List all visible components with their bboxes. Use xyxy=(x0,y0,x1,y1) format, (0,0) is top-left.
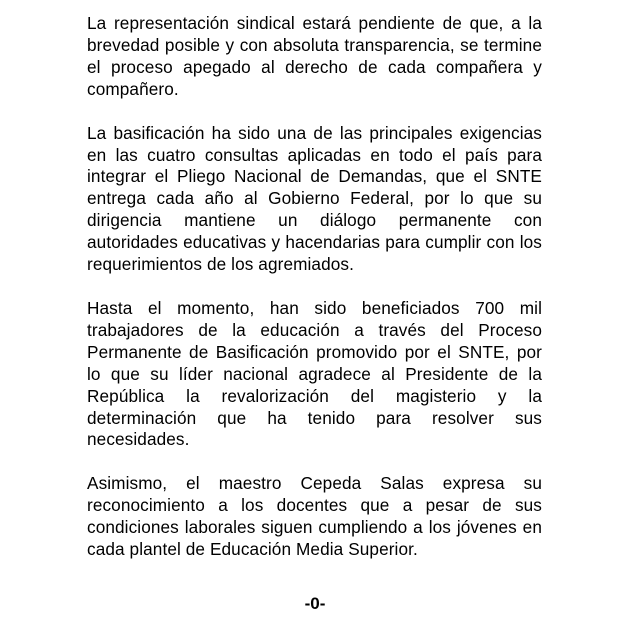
paragraph-3: Hasta el momento, han sido beneficiados 700 mil trabajadores de la educación a través del Proceso Permanente de Basificación promovido por el SNTE, por lo que su líder nacional agradece al Presidente de la República la revalorización del magisterio y la determinación que ha tenido para resolver sus necesidades. xyxy=(87,297,542,450)
paragraph-2: La basificación ha sido una de las principales exigencias en las cuatro consultas aplicadas en todo el país para integrar el Pliego Nacional de Demandas, que el SNTE entrega cada año al Gobierno Federal, por lo que su dirigencia mantiene un diálogo permanente con autoridades educativas y hacendarias para cumplir con los requerimientos de los agremiados. xyxy=(87,122,542,275)
end-mark: -0- xyxy=(304,594,326,613)
document-body xyxy=(87,13,542,561)
paragraph-4: Asimismo, el maestro Cepeda Salas expresa su reconocimiento a los docentes que a pesar de sus condiciones laborales siguen cumpliendo a los jóvenes en cada plantel de Educación Media Superior. xyxy=(87,473,542,560)
paragraph-1: La representación sindical estará pendiente de que, a la brevedad posible y con absoluta transparencia, se termine el proceso apegado al derecho de cada compañera y compañero. xyxy=(87,13,542,99)
